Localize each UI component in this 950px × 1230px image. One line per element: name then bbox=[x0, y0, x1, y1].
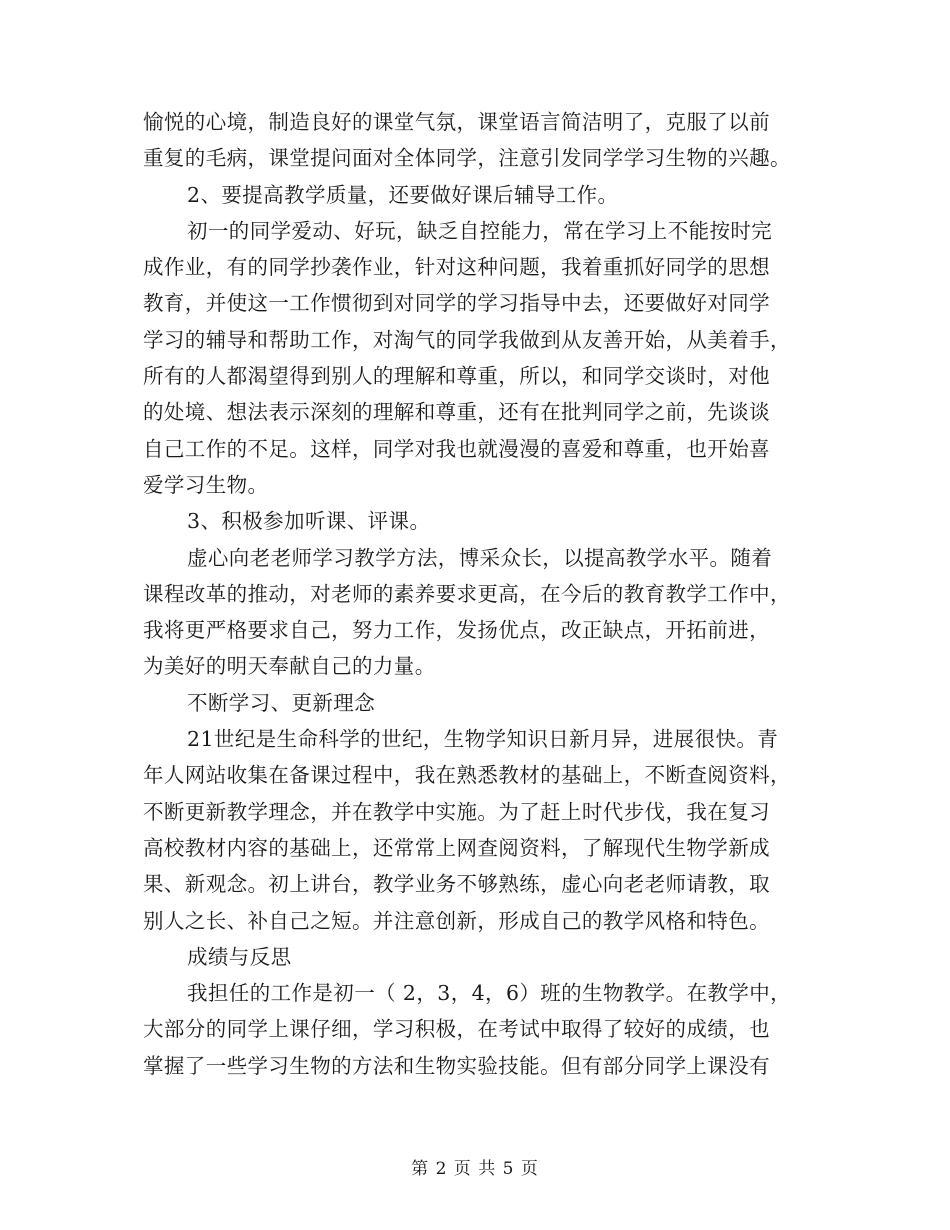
text-line: 虚心向老老师学习教学方法，博采众长，以提高教学水平。随着 bbox=[187, 545, 773, 570]
text-line: 初一的同学爱动、好玩，缺乏自控能力，常在学习上不能按时完 bbox=[187, 218, 773, 243]
text-line: 21世纪是生命科学的世纪，生物学知识日新月异，进展很快。青 bbox=[187, 727, 779, 752]
text-line: 3、积极参加听课、评课。 bbox=[187, 509, 431, 534]
text-line: 的处境、想法表示深刻的理解和尊重，还有在批判同学之前，先谈谈 bbox=[143, 400, 770, 425]
text-line: 我担任的工作是初一（ 2，3，4，6）班的生物教学。在教学中， bbox=[187, 981, 792, 1006]
text-line: 爱学习生物。 bbox=[143, 472, 269, 497]
text-line: 成绩与反思 bbox=[187, 944, 292, 969]
text-line: 重复的毛病，课堂提问面对全体同学，注意引发同学学习生物的兴趣。 bbox=[143, 146, 791, 171]
text-line: 所有的人都渴望得到别人的理解和尊重，所以，和同学交谈时，对他 bbox=[143, 364, 770, 389]
text-line: 不断更新教学理念，并在教学中实施。为了赶上时代步伐，我在复习 bbox=[143, 799, 770, 824]
document-body bbox=[143, 104, 813, 1084]
text-line: 高校教材内容的基础上，还常常上网查阅资料，了解现代生物学新成 bbox=[143, 835, 770, 860]
text-line: 果、新观念。初上讲台，教学业务不够熟练，虚心向老老师请教，取 bbox=[143, 872, 770, 897]
text-line: 大部分的同学上课仔细，学习积极，在考试中取得了较好的成绩，也 bbox=[143, 1017, 770, 1042]
page-number-label: 第 2 页 共 5 页 bbox=[411, 1159, 539, 1179]
text-line: 2、要提高教学质量，还要做好课后辅导工作。 bbox=[187, 182, 619, 207]
text-line: 为美好的明天奉献自己的力量。 bbox=[143, 654, 436, 679]
text-line: 教育，并使这一工作惯彻到对同学的学习指导中去，还要做好对同学 bbox=[143, 291, 770, 316]
page-footer bbox=[0, 1154, 950, 1179]
text-line: 成作业，有的同学抄袭作业，针对这种问题，我着重抓好同学的思想 bbox=[143, 255, 770, 280]
text-line: 学习的辅导和帮助工作，对淘气的同学我做到从友善开始，从美着手， bbox=[143, 327, 791, 352]
text-line: 我将更严格要求自己，努力工作，发扬优点，改正缺点，开拓前进， bbox=[143, 618, 770, 643]
text-line: 自己工作的不足。这样，同学对我也就漫漫的喜爱和尊重，也开始喜 bbox=[143, 436, 770, 461]
text-line: 别人之长、补自己之短。并注意创新，形成自己的教学风格和特色。 bbox=[143, 908, 770, 933]
text-line: 不断学习、更新理念 bbox=[187, 690, 376, 715]
text-line: 掌握了一些学习生物的方法和生物实验技能。但有部分同学上课没有 bbox=[143, 1053, 770, 1078]
text-line: 愉悦的心境，制造良好的课堂气氛，课堂语言简洁明了，克服了以前 bbox=[143, 110, 770, 134]
text-line: 年人网站收集在备课过程中，我在熟悉教材的基础上，不断查阅资料， bbox=[143, 763, 791, 788]
text-line: 课程改革的推动，对老师的素养要求更高，在今后的教育教学工作中， bbox=[143, 581, 791, 606]
